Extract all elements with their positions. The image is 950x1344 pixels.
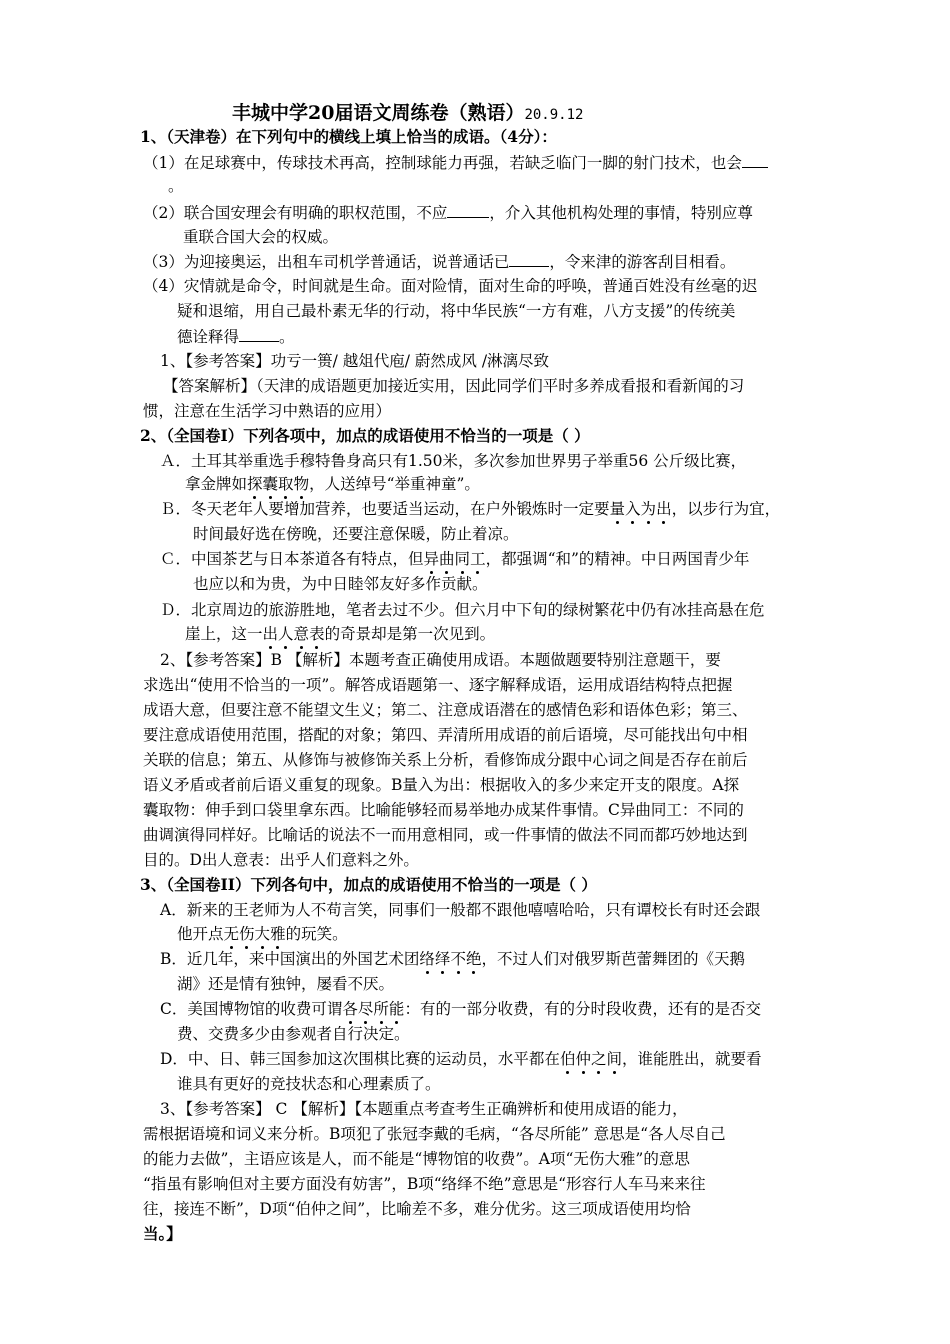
q1-analysis-line1: 【答案解析】（天津的成语题更加接近实用，因此同学们平时多养成看报和看新闻的习 bbox=[163, 377, 745, 395]
q3-explain-line: 往，接连不断”，D项“伯仲之间”，比喻差不多，难分优劣。这三项成语使用均恰 bbox=[143, 1200, 691, 1218]
q1-item2-text-a: （2）联合国安理会有明确的职权范围，不应 bbox=[143, 204, 448, 222]
q2-option-b-line1 bbox=[160, 499, 780, 519]
title-date: 20.9.12 bbox=[524, 107, 584, 123]
text: ：有的一部分收费，有的分时段收费，还有的是否交 bbox=[404, 1000, 761, 1018]
q1-item1 bbox=[143, 152, 768, 173]
q2-option-d-line2 bbox=[185, 624, 495, 644]
q1-item4-end: 。 bbox=[279, 328, 295, 346]
answer-blank bbox=[447, 202, 489, 218]
q1-item4-line2: 疑和退缩，用自己最朴素无华的行动，将中华民族“一方有难，八方支援”的传统美 bbox=[177, 302, 736, 320]
emphasis-dot-char: 人 bbox=[278, 625, 294, 643]
dotted-idiom bbox=[247, 475, 309, 493]
emphasis-dot-char: 雅 bbox=[270, 925, 286, 943]
emphasis-dot-char: 络 bbox=[419, 950, 435, 968]
text: 的玩笑。 bbox=[285, 925, 348, 943]
emphasis-dot-char: 同 bbox=[454, 550, 471, 568]
q2-explain-line: 目的。D出人意表：出乎人们意料之外。 bbox=[143, 851, 419, 869]
q1-item1-end: 。 bbox=[168, 177, 184, 195]
dotted-idiom bbox=[419, 950, 481, 968]
emphasis-dot-char: 探 bbox=[247, 475, 263, 493]
q2-explain-line: 求选出“使用不恰当的一项”。解答成语题第一、逐字解释成语，运用成语结构特点把握 bbox=[143, 676, 733, 694]
text: Ｃ．中国茶艺与日本茶道各有特点，但 bbox=[160, 550, 424, 568]
q3-explain-line: 需根据语境和词义来分析。B项犯了张冠李戴的毛病，“各尽所能” 意思是“各人尽自己 bbox=[143, 1125, 726, 1143]
q1-item2 bbox=[143, 202, 753, 223]
text: Ｂ．冬天老年人要增加营养，也要适当运动，在户外锻炼时一定要 bbox=[160, 500, 610, 518]
q2-explain-line: 曲调演得同样好。比喻话的说法不一而用意相同，或一件事情的做法不同而都巧妙地达到 bbox=[143, 826, 748, 844]
text: C．美国博物馆的收费可谓 bbox=[160, 1000, 343, 1018]
emphasis-dot-char: 能 bbox=[388, 1000, 405, 1018]
emphasis-dot-char: 表 bbox=[309, 625, 325, 643]
emphasis-dot-char: 不 bbox=[450, 950, 466, 968]
q1-item2-text-b: ，介入其他机构处理的事情，特别应尊 bbox=[489, 204, 753, 222]
emphasis-dot-char: 出 bbox=[262, 625, 279, 643]
q2-option-a-line1: Ａ．土耳其举重选手穆特鲁身高只有1.50米，多次参加世界男子举重56 公斤级比赛， bbox=[160, 452, 747, 470]
q3-option-b-line2: 湖》还是情有独钟，屡看不厌。 bbox=[177, 975, 395, 993]
text: ，人送绰号“举重神童”。 bbox=[309, 475, 480, 493]
q1-item3-text-a: （3）为迎接奥运，出租车司机学普通话，说普通话已 bbox=[143, 253, 510, 271]
emphasis-dot-char: 伤 bbox=[239, 925, 255, 943]
emphasis-dot-char: 绝 bbox=[465, 950, 482, 968]
q1-item4-text: 德诠释得 bbox=[177, 328, 240, 346]
dotted-idiom bbox=[424, 550, 486, 568]
emphasis-dot-char: 意 bbox=[293, 625, 310, 643]
page-title bbox=[232, 101, 583, 127]
q2-option-c-line2: 也应以和为贵，为中日睦邻友好多作贡献。 bbox=[193, 575, 488, 593]
q3-explain-line: 3、【参考答案】 C 【解析】【本题重点考查考生正确辨析和使用成语的能力， bbox=[160, 1100, 688, 1118]
emphasis-dot-char: 囊 bbox=[262, 475, 279, 493]
dotted-idiom bbox=[610, 500, 672, 518]
dotted-idiom bbox=[560, 1050, 622, 1068]
q2-option-b-line2: 时间最好选在傍晚，还要注意保暖，防止着凉。 bbox=[193, 525, 519, 543]
q2-explain-line: 2、【参考答案】B 【解析】本题考查正确使用成语。本题做题要特别注意题干，要 bbox=[160, 651, 721, 669]
q1-item2-cont: 重联合国大会的权威。 bbox=[183, 228, 339, 246]
answer-blank bbox=[509, 251, 549, 267]
q2-explain-line: 语义矛盾或者前后语义重复的现象。B量入为出：根据收入的多少来定开支的限度。A探 bbox=[143, 776, 740, 794]
dotted-idiom bbox=[342, 1000, 404, 1018]
emphasis-dot-char: 间 bbox=[606, 1050, 622, 1068]
text: 崖上，这一 bbox=[185, 625, 263, 643]
q2-explain-line: 关联的信息；第五、从修饰与被修饰关系上分析，看修饰成分跟中心词之间是否存在前后 bbox=[143, 751, 748, 769]
emphasis-dot-char: 无 bbox=[223, 925, 240, 943]
q3-explain-line: 的能力去做”，主语应该是人，而不能是“博物馆的收费”。A项“无伤大雅”的意思 bbox=[143, 1150, 690, 1168]
q3-explain-line: “指虽有影响但对主要方面没有妨害”，B项“络绎不绝”意思是“形容行人车马来来往 bbox=[143, 1175, 706, 1193]
title-text: 丰城中学20届语文周练卷（熟语） bbox=[232, 102, 525, 124]
q1-item4-line3 bbox=[177, 326, 295, 347]
q3-header: 3、（全国卷II）下列各句中，加点的成语使用不恰当的一项是（ ） bbox=[140, 875, 597, 894]
q3-option-a-line2 bbox=[177, 924, 348, 944]
q2-explain-line: 成语大意，但要注意不能望文生义；第二、注意成语潜在的感情色彩和语体色彩；第三、 bbox=[143, 701, 748, 719]
q2-explain-line: 要注意成语使用范围，搭配的对象；第四、弄清所用成语的前后语境，尽可能找出句中相 bbox=[143, 726, 748, 744]
text: 拿金牌如 bbox=[185, 475, 248, 493]
q3-explain-line: 当。】 bbox=[143, 1224, 182, 1243]
emphasis-dot-char: 伯 bbox=[559, 1050, 576, 1068]
q3-option-c-line1 bbox=[160, 999, 761, 1019]
emphasis-dot-char: 曲 bbox=[439, 550, 455, 568]
emphasis-dot-char: 入 bbox=[625, 500, 641, 518]
q3-option-d-line1 bbox=[160, 1049, 762, 1069]
text: D．中、日、韩三国参加这次围棋比赛的运动员，水平都在 bbox=[160, 1050, 560, 1068]
dotted-idiom bbox=[263, 625, 325, 643]
q1-answer: 1、【参考答案】功亏一篑/ 越俎代庖/ 蔚然成风 /淋漓尽致 bbox=[160, 352, 550, 370]
q1-item3-text-b: ，令来津的游客刮目相看。 bbox=[549, 253, 736, 271]
text: ，谁能胜出，就要看 bbox=[622, 1050, 762, 1068]
text: ，都强调“和”的精神。中日两国青少年 bbox=[485, 550, 750, 568]
q2-header: 2、（全国卷Ⅰ）下列各项中，加点的成语使用不恰当的一项是（ ） bbox=[140, 426, 590, 445]
text: ，以步行为宜， bbox=[671, 500, 781, 518]
dotted-idiom bbox=[224, 925, 286, 943]
q2-option-a-line2 bbox=[185, 474, 480, 494]
emphasis-dot-char: 仲 bbox=[575, 1050, 591, 1068]
text: ，不过人们对俄罗斯芭蕾舞团的《天鹅 bbox=[481, 950, 745, 968]
emphasis-dot-char: 异 bbox=[423, 550, 440, 568]
q3-option-a-line1: A．新来的王老师为人不苟言笑，同事们一般都不跟他嘻嘻哈哈，只有谭校长有时还会跟 bbox=[160, 901, 761, 919]
answer-blank bbox=[742, 152, 768, 168]
emphasis-dot-char: 为 bbox=[640, 500, 657, 518]
q2-explain-line: 囊取物：伸手到口袋里拿东西。比喻能够轻而易举地办成某件事情。C异曲同工：不同的 bbox=[143, 801, 744, 819]
text: 的奇景却是第一次见到。 bbox=[324, 625, 496, 643]
emphasis-dot-char: 各 bbox=[342, 1000, 358, 1018]
emphasis-dot-char: 物 bbox=[293, 475, 310, 493]
emphasis-dot-char: 出 bbox=[656, 500, 672, 518]
q1-item4-line1: （4）灾情就是命令，时间就是生命。面对险情，面对生命的呼唤，普通百姓没有丝毫的迟 bbox=[143, 277, 758, 295]
emphasis-dot-char: 量 bbox=[609, 500, 626, 518]
q2-option-c-line1 bbox=[160, 549, 749, 569]
q1-item3 bbox=[143, 251, 735, 272]
text: B．近几年，来中国演出的外国艺术团 bbox=[160, 950, 420, 968]
emphasis-dot-char: 大 bbox=[254, 925, 271, 943]
q1-header: 1、（天津卷）在下列句中的横线上填上恰当的成语。（4分）： bbox=[140, 127, 557, 146]
answer-blank bbox=[239, 326, 279, 342]
emphasis-dot-char: 之 bbox=[590, 1050, 607, 1068]
emphasis-dot-char: 尽 bbox=[357, 1000, 374, 1018]
q1-item1-text: （1）在足球赛中，传球技术再高，控制球能力再强，若缺乏临门一脚的射门技术，也会 bbox=[143, 154, 742, 172]
q3-option-c-line2: 费、交费多少由参观者自行决定。 bbox=[177, 1025, 410, 1043]
q3-option-d-line2: 谁具有更好的竞技状态和心理素质了。 bbox=[177, 1075, 441, 1093]
q1-analysis-line2: 惯，注意在生活学习中熟语的应用） bbox=[143, 402, 392, 420]
emphasis-dot-char: 绎 bbox=[434, 950, 451, 968]
q3-option-b-line1 bbox=[160, 949, 745, 969]
emphasis-dot-char: 工 bbox=[470, 550, 486, 568]
emphasis-dot-char: 所 bbox=[373, 1000, 389, 1018]
q2-option-d-line1: Ｄ．北京周边的旅游胜地，笔者去过不少。但六月中下旬的绿树繁花中仍有冰挂高悬在危 bbox=[160, 601, 765, 619]
text: 他开点 bbox=[177, 925, 224, 943]
emphasis-dot-char: 取 bbox=[278, 475, 294, 493]
